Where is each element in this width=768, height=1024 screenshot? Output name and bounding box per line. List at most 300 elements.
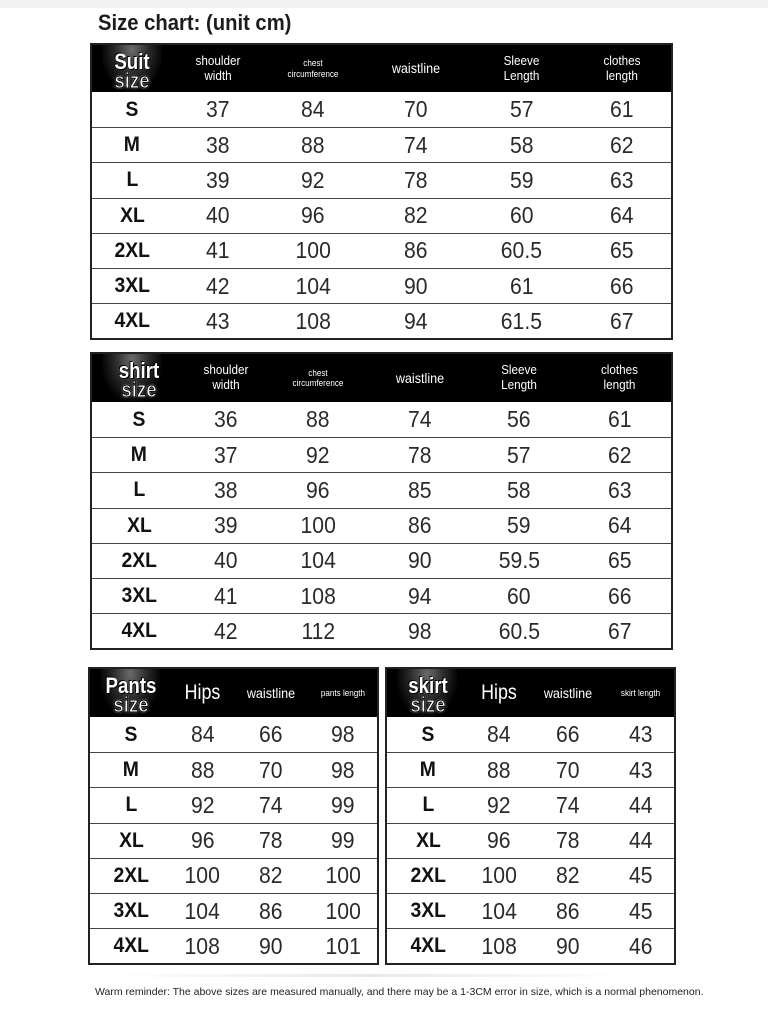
measurement-cell bbox=[529, 757, 607, 784]
cell-text: L bbox=[126, 168, 138, 192]
cell-text: 59 bbox=[509, 166, 534, 193]
cell-text: 92 bbox=[306, 441, 330, 468]
measurement-cell bbox=[529, 792, 607, 819]
corner-word-2: size bbox=[410, 692, 446, 717]
measurement-cell bbox=[186, 547, 266, 574]
measurement-cell bbox=[264, 237, 362, 264]
suit-col-header bbox=[573, 54, 671, 84]
cell-text: XL bbox=[118, 828, 144, 852]
measurement-cell bbox=[172, 96, 264, 123]
suit-corner-label bbox=[92, 45, 172, 92]
cell-text: 43 bbox=[628, 721, 653, 748]
shirt-col-header bbox=[266, 368, 370, 389]
measurement-cell bbox=[362, 132, 470, 159]
cell-text: 84 bbox=[487, 721, 511, 748]
cell-text: 42 bbox=[206, 272, 230, 299]
size-label bbox=[90, 864, 172, 888]
header-line: waistline bbox=[391, 60, 441, 77]
cell-text: 100 bbox=[325, 897, 361, 924]
cell-text: XL bbox=[415, 828, 441, 852]
header-line: Length bbox=[501, 377, 537, 392]
measurement-cell bbox=[469, 898, 529, 925]
size-label bbox=[92, 98, 172, 122]
pants-table-row bbox=[90, 893, 377, 928]
size-label bbox=[92, 478, 186, 502]
top-band bbox=[0, 0, 768, 8]
skirt-col-header bbox=[529, 685, 607, 701]
cell-text: 2XL bbox=[114, 238, 150, 262]
measurement-cell bbox=[233, 757, 309, 784]
cell-text: 63 bbox=[610, 166, 634, 193]
measurement-cell bbox=[607, 792, 674, 819]
suit-table-row bbox=[92, 198, 671, 233]
measurement-cell bbox=[568, 406, 671, 433]
suit-table-row bbox=[92, 92, 671, 127]
cell-text: 40 bbox=[214, 547, 238, 574]
measurement-cell bbox=[233, 862, 309, 889]
cell-text: 98 bbox=[331, 721, 355, 748]
measurement-cell bbox=[568, 512, 671, 539]
cell-text: 45 bbox=[628, 897, 653, 924]
cell-text: S bbox=[125, 97, 139, 121]
cell-text: S bbox=[124, 722, 138, 746]
skirt-corner-label bbox=[387, 669, 469, 717]
measurement-cell bbox=[607, 898, 674, 925]
cell-text: 37 bbox=[206, 96, 230, 123]
cell-text: M bbox=[419, 758, 437, 782]
pants-corner-label bbox=[90, 669, 172, 717]
pants-col-header bbox=[233, 685, 309, 701]
suit-table-row bbox=[92, 268, 671, 303]
cell-text: 36 bbox=[214, 406, 238, 433]
cell-text: 100 bbox=[300, 512, 336, 539]
size-label bbox=[387, 758, 469, 782]
cell-text: 78 bbox=[259, 827, 283, 854]
corner-word-2: size bbox=[114, 68, 150, 93]
measurement-cell bbox=[469, 862, 529, 889]
cell-text: 108 bbox=[481, 932, 517, 959]
cell-text: 99 bbox=[331, 827, 355, 854]
size-label bbox=[92, 514, 186, 538]
measurement-cell bbox=[469, 721, 529, 748]
cell-text: 104 bbox=[184, 897, 221, 924]
shirt-table-row bbox=[92, 402, 671, 437]
cell-text: 38 bbox=[206, 131, 230, 158]
cell-text: 3XL bbox=[121, 584, 157, 608]
cell-text: 84 bbox=[190, 721, 215, 748]
skirt-table-row bbox=[387, 893, 674, 928]
shirt-col-header bbox=[370, 370, 470, 386]
measurement-cell bbox=[607, 933, 674, 960]
cell-text: 100 bbox=[325, 862, 361, 889]
cell-text: 42 bbox=[214, 617, 238, 644]
measurement-cell bbox=[568, 442, 671, 469]
measurement-cell bbox=[469, 933, 529, 960]
cell-text: 86 bbox=[259, 897, 283, 924]
cell-text: 101 bbox=[325, 932, 361, 959]
header-line: skirt length bbox=[620, 687, 661, 698]
measurement-cell bbox=[309, 757, 377, 784]
cell-text: 40 bbox=[206, 202, 230, 229]
measurement-cell bbox=[470, 618, 568, 645]
measurement-cell bbox=[370, 583, 470, 610]
cell-text: 62 bbox=[607, 441, 632, 468]
measurement-cell bbox=[172, 933, 233, 960]
cell-text: 88 bbox=[190, 756, 215, 783]
measurement-cell bbox=[573, 273, 671, 300]
measurement-cell bbox=[573, 96, 671, 123]
measurement-cell bbox=[266, 442, 370, 469]
cell-text: 62 bbox=[610, 131, 634, 158]
cell-text: 45 bbox=[628, 862, 653, 889]
corner-word-1: skirt bbox=[408, 673, 448, 698]
cell-text: 70 bbox=[556, 756, 580, 783]
shirt-table-row bbox=[92, 437, 671, 472]
measurement-cell bbox=[172, 757, 233, 784]
measurement-cell bbox=[370, 618, 470, 645]
skirt-table-row bbox=[387, 858, 674, 893]
measurement-cell bbox=[573, 167, 671, 194]
measurement-cell bbox=[264, 167, 362, 194]
skirt-col-header bbox=[607, 688, 674, 698]
cell-text: 65 bbox=[610, 237, 634, 264]
measurement-cell bbox=[529, 898, 607, 925]
shirt-size-table bbox=[90, 352, 673, 650]
cell-text: 85 bbox=[408, 476, 432, 503]
measurement-cell bbox=[362, 96, 470, 123]
cell-text: 90 bbox=[408, 547, 432, 574]
cell-text: 59.5 bbox=[498, 547, 540, 574]
size-label bbox=[387, 793, 469, 817]
cell-text: 43 bbox=[206, 307, 230, 334]
measurement-cell bbox=[309, 898, 377, 925]
cell-text: 88 bbox=[487, 756, 511, 783]
measurement-cell bbox=[264, 273, 362, 300]
measurement-cell bbox=[172, 273, 264, 300]
pants-table-row bbox=[90, 717, 377, 752]
measurement-cell bbox=[469, 792, 529, 819]
cell-text: 4XL bbox=[410, 934, 446, 958]
measurement-cell bbox=[370, 547, 470, 574]
measurement-cell bbox=[470, 308, 573, 335]
measurement-cell bbox=[529, 827, 607, 854]
measurement-cell bbox=[264, 202, 362, 229]
cell-text: 60 bbox=[509, 202, 534, 229]
cell-text: 90 bbox=[259, 932, 283, 959]
cell-text: 60 bbox=[507, 582, 531, 609]
size-label bbox=[92, 168, 172, 192]
measurement-cell bbox=[264, 96, 362, 123]
measurement-cell bbox=[264, 132, 362, 159]
measurement-cell bbox=[186, 442, 266, 469]
cell-text: 90 bbox=[556, 932, 580, 959]
size-label bbox=[92, 133, 172, 157]
cell-text: S bbox=[421, 722, 435, 746]
pants-table-row bbox=[90, 928, 377, 963]
header-line: Length bbox=[503, 67, 540, 83]
measurement-cell bbox=[470, 583, 568, 610]
header-line: length bbox=[606, 67, 638, 83]
cell-text: 66 bbox=[556, 721, 580, 748]
cell-text: 108 bbox=[295, 307, 331, 334]
cell-text: 44 bbox=[628, 827, 653, 854]
header-line: clothes bbox=[600, 362, 639, 378]
measurement-cell bbox=[266, 477, 370, 504]
measurement-cell bbox=[172, 132, 264, 159]
faint-divider bbox=[110, 974, 630, 977]
measurement-cell bbox=[529, 721, 607, 748]
corner-word-2: size bbox=[121, 377, 157, 402]
shirt-col-header bbox=[186, 363, 266, 393]
cell-text: 92 bbox=[190, 791, 215, 818]
suit-col-header bbox=[362, 60, 470, 76]
header-line: waistline bbox=[543, 684, 593, 701]
measurement-cell bbox=[529, 862, 607, 889]
cell-text: 82 bbox=[556, 862, 580, 889]
cell-text: 92 bbox=[487, 791, 511, 818]
cell-text: 3XL bbox=[410, 899, 446, 923]
size-label bbox=[90, 829, 172, 853]
pants-col-header bbox=[172, 681, 233, 705]
header-line: chest bbox=[308, 367, 328, 378]
cell-text: 78 bbox=[556, 827, 580, 854]
cell-text: 99 bbox=[331, 791, 355, 818]
cell-text: 66 bbox=[259, 721, 283, 748]
header-line: pants length bbox=[320, 687, 366, 698]
measurement-cell bbox=[186, 406, 266, 433]
measurement-cell bbox=[370, 442, 470, 469]
measurement-cell bbox=[172, 827, 233, 854]
cell-text: 84 bbox=[301, 96, 325, 123]
size-label bbox=[92, 239, 172, 263]
shirt-header-row bbox=[92, 354, 671, 402]
measurement-cell bbox=[172, 898, 233, 925]
measurement-cell bbox=[568, 547, 671, 574]
cell-text: 94 bbox=[408, 582, 432, 609]
suit-table-row bbox=[92, 162, 671, 197]
cell-text: L bbox=[422, 793, 434, 817]
header-line: waistline bbox=[395, 369, 445, 386]
cell-text: 96 bbox=[487, 827, 511, 854]
cell-text: 63 bbox=[607, 476, 632, 503]
pants-table-row bbox=[90, 787, 377, 822]
measurement-cell bbox=[266, 512, 370, 539]
cell-text: 4XL bbox=[121, 619, 157, 643]
measurement-cell bbox=[469, 827, 529, 854]
measurement-cell bbox=[470, 512, 568, 539]
suit-col-header bbox=[172, 54, 264, 84]
measurement-cell bbox=[266, 618, 370, 645]
skirt-table-row bbox=[387, 717, 674, 752]
cell-text: 2XL bbox=[113, 863, 149, 887]
pants-header-row bbox=[90, 669, 377, 717]
cell-text: 86 bbox=[408, 512, 432, 539]
measurement-cell bbox=[309, 862, 377, 889]
cell-text: 74 bbox=[259, 791, 283, 818]
size-label bbox=[387, 934, 469, 958]
measurement-cell bbox=[309, 933, 377, 960]
measurement-cell bbox=[568, 477, 671, 504]
measurement-cell bbox=[172, 862, 233, 889]
cell-text: 46 bbox=[628, 932, 653, 959]
skirt-header-row bbox=[387, 669, 674, 717]
cell-text: 82 bbox=[404, 202, 428, 229]
pants-size-table bbox=[88, 667, 379, 965]
measurement-cell bbox=[264, 308, 362, 335]
cell-text: 59 bbox=[507, 512, 531, 539]
cell-text: 100 bbox=[295, 237, 331, 264]
measurement-cell bbox=[529, 933, 607, 960]
cell-text: 100 bbox=[184, 862, 221, 889]
suit-col-header bbox=[470, 54, 573, 84]
cell-text: 66 bbox=[607, 582, 632, 609]
size-label bbox=[90, 899, 172, 923]
measurement-cell bbox=[568, 583, 671, 610]
cell-text: 39 bbox=[206, 166, 230, 193]
cell-text: 3XL bbox=[113, 899, 149, 923]
cell-text: 2XL bbox=[410, 863, 446, 887]
measurement-cell bbox=[309, 721, 377, 748]
measurement-cell bbox=[186, 618, 266, 645]
header-line: circumference bbox=[292, 378, 344, 388]
size-label bbox=[92, 443, 186, 467]
cell-text: 96 bbox=[306, 476, 330, 503]
measurement-cell bbox=[233, 933, 309, 960]
suit-table-row bbox=[92, 127, 671, 162]
cell-text: L bbox=[133, 478, 145, 502]
cell-text: 98 bbox=[331, 756, 355, 783]
shirt-table-row bbox=[92, 543, 671, 578]
header-line: clothes bbox=[603, 52, 641, 68]
shirt-col-header bbox=[470, 363, 568, 393]
cell-text: 112 bbox=[301, 617, 335, 644]
cell-text: 64 bbox=[610, 202, 634, 229]
measurement-cell bbox=[362, 308, 470, 335]
header-line: Hips bbox=[184, 680, 221, 704]
cell-text: M bbox=[123, 133, 141, 157]
corner-word-1: shirt bbox=[118, 358, 160, 383]
header-line: Sleeve bbox=[501, 362, 537, 378]
measurement-cell bbox=[266, 406, 370, 433]
cell-text: 94 bbox=[404, 307, 428, 334]
cell-text: 60.5 bbox=[498, 617, 540, 644]
measurement-cell bbox=[470, 202, 573, 229]
corner-word-1: Suit bbox=[114, 49, 150, 74]
skirt-table-row bbox=[387, 752, 674, 787]
measurement-cell bbox=[607, 862, 674, 889]
cell-text: 90 bbox=[404, 272, 428, 299]
suit-header-row bbox=[92, 45, 671, 92]
header-line: length bbox=[603, 377, 636, 392]
measurement-cell bbox=[172, 202, 264, 229]
cell-text: 66 bbox=[610, 272, 634, 299]
skirt-table-row bbox=[387, 928, 674, 963]
cell-text: 108 bbox=[300, 582, 336, 609]
cell-text: 74 bbox=[404, 131, 428, 158]
header-line: width bbox=[204, 67, 232, 83]
cell-text: 39 bbox=[214, 512, 238, 539]
measurement-cell bbox=[233, 721, 309, 748]
cell-text: 56 bbox=[507, 406, 531, 433]
cell-text: 104 bbox=[295, 272, 331, 299]
cell-text: 70 bbox=[404, 96, 428, 123]
measurement-cell bbox=[266, 583, 370, 610]
header-line: shoulder bbox=[195, 52, 241, 68]
cell-text: 37 bbox=[214, 441, 238, 468]
shirt-corner-label bbox=[92, 354, 186, 402]
cell-text: 64 bbox=[607, 512, 632, 539]
measurement-cell bbox=[233, 827, 309, 854]
shirt-table-row bbox=[92, 613, 671, 648]
cell-text: 100 bbox=[481, 862, 517, 889]
cell-text: 61 bbox=[509, 272, 534, 299]
measurement-cell bbox=[607, 827, 674, 854]
measurement-cell bbox=[470, 237, 573, 264]
measurement-cell bbox=[370, 512, 470, 539]
suit-size-table bbox=[90, 43, 673, 340]
shirt-table-row bbox=[92, 578, 671, 613]
header-line: shoulder bbox=[203, 362, 249, 378]
measurement-cell bbox=[573, 202, 671, 229]
cell-text: 74 bbox=[556, 791, 580, 818]
cell-text: 67 bbox=[607, 617, 632, 644]
measurement-cell bbox=[172, 237, 264, 264]
header-line: chest bbox=[303, 58, 323, 69]
header-line: circumference bbox=[287, 68, 339, 79]
size-label bbox=[387, 899, 469, 923]
cell-text: 4XL bbox=[114, 309, 150, 333]
suit-table-row bbox=[92, 233, 671, 268]
measurement-cell bbox=[470, 442, 568, 469]
measurement-cell bbox=[573, 308, 671, 335]
measurement-cell bbox=[186, 512, 266, 539]
suit-col-header bbox=[264, 58, 362, 79]
cell-text: M bbox=[130, 443, 148, 467]
cell-text: L bbox=[125, 793, 137, 817]
cell-text: 44 bbox=[628, 791, 653, 818]
measurement-cell bbox=[362, 167, 470, 194]
skirt-table-row bbox=[387, 823, 674, 858]
measurement-cell bbox=[172, 792, 233, 819]
measurement-cell bbox=[470, 547, 568, 574]
cell-text: 41 bbox=[214, 582, 238, 609]
cell-text: 70 bbox=[259, 756, 283, 783]
measurement-cell bbox=[362, 273, 470, 300]
cell-text: 82 bbox=[259, 862, 283, 889]
cell-text: 61 bbox=[610, 96, 634, 123]
cell-text: 57 bbox=[509, 96, 534, 123]
cell-text: 96 bbox=[301, 202, 325, 229]
cell-text: 65 bbox=[607, 547, 632, 574]
cell-text: XL bbox=[126, 513, 152, 537]
measurement-cell bbox=[470, 406, 568, 433]
cell-text: 88 bbox=[301, 131, 325, 158]
measurement-cell bbox=[186, 583, 266, 610]
cell-text: 58 bbox=[509, 131, 534, 158]
cell-text: 3XL bbox=[114, 274, 150, 298]
warm-reminder: Warm reminder: The above sizes are measured manually, and there may be a 1-3CM error in size, which is a normal phenomenon. bbox=[95, 986, 704, 998]
size-label bbox=[92, 309, 172, 333]
size-label bbox=[90, 934, 172, 958]
cell-text: 86 bbox=[404, 237, 428, 264]
cell-text: 61 bbox=[607, 406, 632, 433]
size-label bbox=[90, 793, 172, 817]
cell-text: 38 bbox=[214, 476, 238, 503]
header-line: Sleeve bbox=[503, 52, 540, 68]
cell-text: 88 bbox=[306, 406, 330, 433]
measurement-cell bbox=[172, 721, 233, 748]
cell-text: 108 bbox=[184, 932, 221, 959]
